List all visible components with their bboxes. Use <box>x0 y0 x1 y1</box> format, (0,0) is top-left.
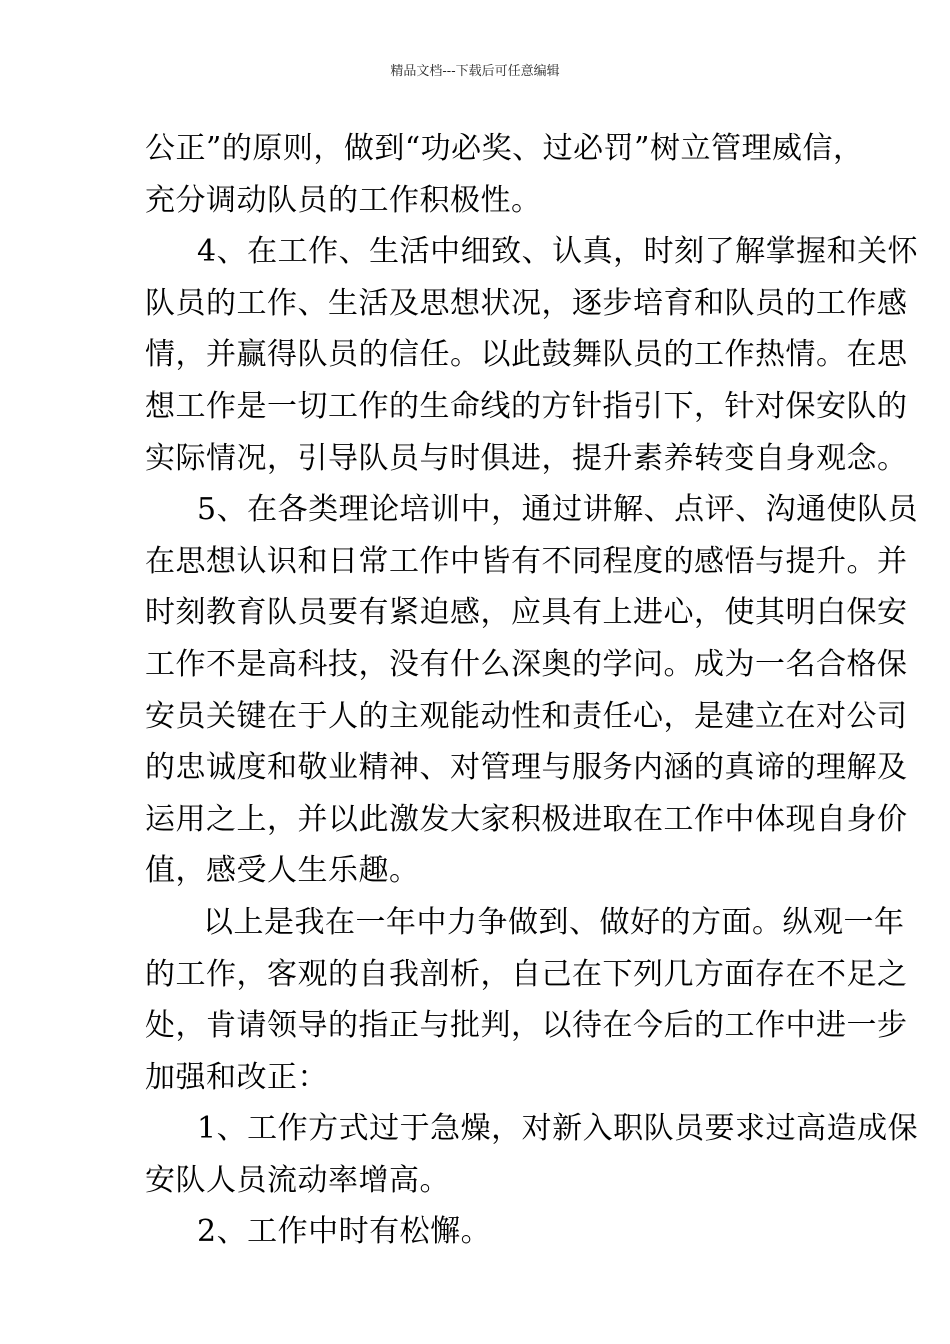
text-line: 值，感受人生乐趣。 <box>145 853 420 889</box>
document-body <box>145 128 919 1263</box>
text-line: 加强和改正： <box>145 1059 328 1095</box>
paragraph-start-line: 以上是我在一年中力争做到、做好的方面。纵观一年 <box>203 904 905 940</box>
text-line: 工作不是高科技，没有什么深奥的学问。成为一名合格保 <box>145 646 908 682</box>
paragraph-start-line: 4、在工作、生活中细致、认真，时刻了解掌握和关怀 <box>197 234 919 270</box>
text-line: 的工作，客观的自我剖析，自己在下列几方面存在不足之 <box>145 956 908 992</box>
page-header: 精品文档---下载后可任意编辑 <box>390 64 560 79</box>
text-line: 的忠诚度和敬业精神、对管理与服务内涵的真谛的理解及 <box>145 750 908 786</box>
text-line: 运用之上，并以此激发大家积极进取在工作中体现自身价 <box>145 801 908 837</box>
paragraph-start-line: 2、工作中时有松懈。 <box>197 1214 492 1250</box>
paragraph-start-line: 5、在各类理论培训中，通过讲解、点评、沟通使队员 <box>197 492 919 528</box>
text-line: 安队人员流动率增高。 <box>145 1162 450 1198</box>
text-line: 时刻教育队员要有紧迫感，应具有上进心，使其明白保安 <box>145 595 908 631</box>
text-line: 想工作是一切工作的生命线的方针指引下，针对保安队的 <box>145 388 908 424</box>
text-line: 实际情况，引导队员与时俱进，提升素养转变自身观念。 <box>145 440 908 476</box>
paragraph-start-line: 1、工作方式过于急燥，对新入职队员要求过高造成保 <box>197 1111 919 1147</box>
text-line: 充分调动队员的工作积极性。 <box>145 182 542 218</box>
text-line: 队员的工作、生活及思想状况，逐步培育和队员的工作感 <box>145 285 908 321</box>
text-line: 在思想认识和日常工作中皆有不同程度的感悟与提升。并 <box>145 543 908 579</box>
text-line: 安员关键在于人的主观能动性和责任心，是建立在对公司 <box>145 698 908 734</box>
text-line: 公正”的原则，做到“功必奖、过必罚”树立管理威信， <box>145 131 864 166</box>
text-line: 处，肯请领导的指正与批判，以待在今后的工作中进一步 <box>145 1008 908 1044</box>
text-line: 情，并赢得队员的信任。以此鼓舞队员的工作热情。在思 <box>145 337 908 373</box>
